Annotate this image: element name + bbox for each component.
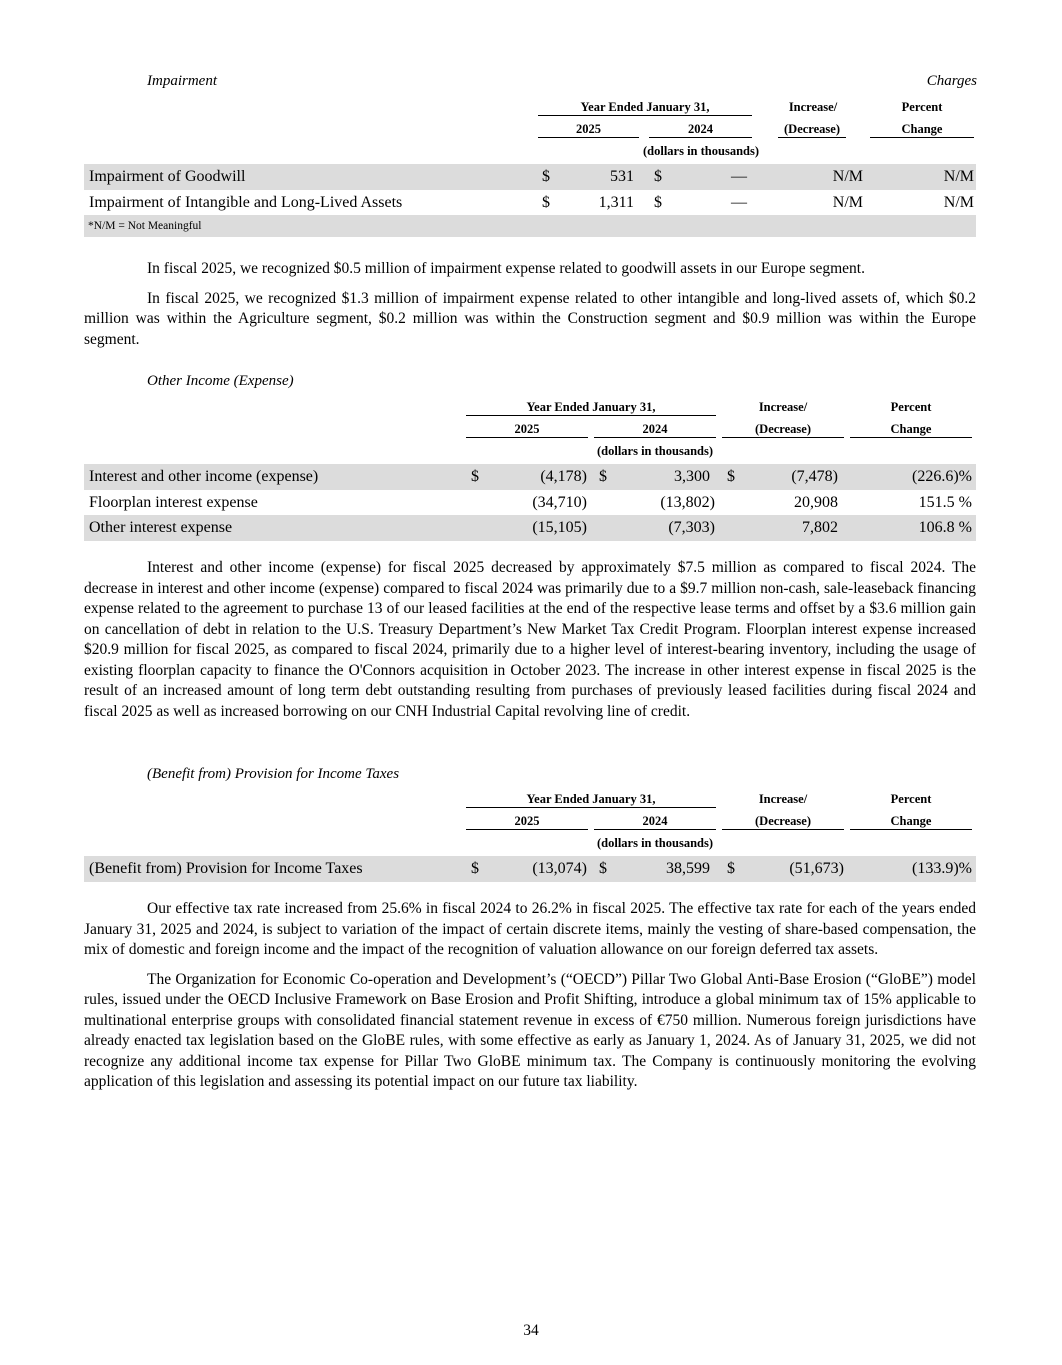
col-2025-header: 2025: [538, 122, 639, 138]
year-ended-header: Year Ended January 31,: [466, 792, 716, 808]
increase-value: (7,478): [791, 468, 838, 485]
dollar-sign: $: [471, 468, 479, 485]
row-label: (Benefit from) Provision for Income Taxes: [89, 860, 363, 877]
increase-value: (51,673): [789, 860, 844, 877]
table-row: [84, 490, 976, 516]
value-2024: (13,802): [660, 493, 715, 511]
value-2025: (34,710): [532, 493, 587, 511]
increase-value: 20,908: [794, 493, 838, 511]
percent-header: Percent: [901, 100, 943, 114]
other-income-table: [84, 398, 976, 541]
table-row: [84, 464, 976, 490]
percent-value: (226.6)%: [912, 468, 972, 485]
units-header: (dollars in thousands): [642, 144, 759, 158]
percent-value: (133.9)%: [912, 860, 972, 877]
dollar-sign: $: [599, 860, 607, 877]
paragraph-interest: Interest and other income (expense) for fiscal 2025 decreased by approximately $7.5 million as compared to fiscal 2024. The decrease in interest and other income (expense) compared to fiscal 2024 was primarily due to a $9.7 million non-cash, sale-leaseback financing expense related to the agreement to purchase 13 of our leased facilities at the end of the respective lease terms and offset by a $3.6 million gain on cancellation of debt in relation to the U.S. Treasury Department’s New Market Tax Credit Program. Floorplan interest expense increased $20.9 million for fiscal 2025, as compared to fiscal 2024, primarily due to a higher level of interest-bearing inventory, including the usage of existing floorplan capacity to finance the O'Connors acquisition in October 2023. The increase in other interest expense in fiscal 2025 is the result of an increased amount of long term debt outstanding resulting from purchases of previously leased facilities during fiscal 2024 and fiscal 2025 as well as increased borrowing on our CNH Industrial Capital revolving line of credit.: [84, 559, 976, 720]
value-2025: 531: [610, 168, 634, 185]
year-ended-header: Year Ended January 31,: [538, 100, 752, 116]
impairment-paragraphs: [84, 259, 976, 350]
year-ended-header: Year Ended January 31,: [466, 400, 716, 416]
dollar-sign: $: [727, 860, 735, 877]
increase-header: Increase/: [758, 792, 808, 806]
col-2024-header: 2024: [594, 814, 716, 830]
table-header-row: [84, 98, 976, 120]
row-label: Other interest expense: [89, 519, 233, 536]
table-header-row: [84, 398, 976, 420]
value-2025: 1,311: [598, 193, 634, 211]
change-header: Change: [850, 814, 972, 830]
units-header: (dollars in thousands): [596, 836, 713, 850]
increase-value: 7,802: [802, 519, 838, 536]
tax-paragraphs: [84, 899, 976, 1093]
value-2024: (7,303): [668, 519, 715, 536]
table-footnote: [84, 215, 976, 237]
taxes-heading: (Benefit from) Provision for Income Taxes: [147, 766, 400, 782]
percent-value: N/M: [943, 168, 974, 185]
table-row: [84, 190, 976, 216]
decrease-header: (Decrease): [778, 122, 846, 138]
paragraph-pillar-two: The Organization for Economic Co-operation and Development’s (“OECD”) Pillar Two Global Anti-Base Erosion (“GloBE”) model rules, issued under the OECD Inclusive Framework on Base Erosion and Profit Shifting, introduce a global minimum tax of 15% applicable to multinational enterprise groups with consolidated financial statement revenue in excess of €750 million. Numerous foreign jurisdictions have already enacted tax legislation based on the GloBE rules, with some effective as early as January 1, 2024. As of January 31, 2025, we did not recognize any additional income tax expense for Pillar Two GloBE minimum tax. The Company is continuously monitoring the evolving application of this legislation and assessing its potential impact on our future tax liability.: [84, 970, 976, 1090]
percent-value: 106.8 %: [918, 519, 972, 536]
table-header-row: [84, 120, 976, 142]
dollar-sign: $: [542, 193, 550, 211]
page-number: 34: [523, 1322, 539, 1339]
dollar-sign: $: [654, 193, 662, 211]
row-label: Impairment of Intangible and Long-Lived Assets: [89, 193, 403, 211]
impairment-heading-left: Impairment: [147, 73, 217, 89]
col-2024-header: 2024: [649, 122, 752, 138]
percent-header: Percent: [890, 792, 932, 806]
value-2025: (4,178): [540, 468, 587, 485]
interest-paragraph: [84, 558, 976, 722]
table-row: [84, 515, 976, 541]
col-2024-header: 2024: [594, 422, 716, 438]
col-2025-header: 2025: [466, 814, 588, 830]
table-row: [84, 164, 976, 190]
value-2024: —: [731, 193, 747, 211]
value-2024: 3,300: [674, 468, 710, 485]
increase-header: Increase/: [788, 100, 838, 114]
dollar-sign: $: [471, 860, 479, 877]
change-header: Change: [850, 422, 972, 438]
increase-value: N/M: [832, 168, 863, 185]
paragraph-intangible: In fiscal 2025, we recognized $1.3 million of impairment expense related to other intangible and long-lived assets of, which $0.2 million was within the Agriculture segment, $0.2 million was within the Construction segment and $0.9 million was within the Europe segment.: [84, 289, 976, 348]
col-2025-header: 2025: [466, 422, 588, 438]
change-header: Change: [870, 122, 974, 138]
table-row: [84, 856, 976, 882]
impairment-table: [84, 98, 976, 237]
taxes-table: [84, 790, 976, 882]
row-label: Floorplan interest expense: [89, 493, 258, 511]
row-label: Interest and other income (expense): [89, 468, 319, 485]
decrease-header: (Decrease): [722, 814, 844, 830]
table-header-row: [84, 420, 976, 442]
value-2024: 38,599: [666, 860, 710, 877]
percent-value: 151.5 %: [918, 493, 972, 511]
footnote-text: *N/M = Not Meaningful: [88, 220, 202, 232]
decrease-header: (Decrease): [722, 422, 844, 438]
paragraph-goodwill: In fiscal 2025, we recognized $0.5 million of impairment expense related to goodwill assets in our Europe segment.: [147, 260, 865, 277]
table-header-row: [84, 442, 976, 464]
paragraph-effective-tax: Our effective tax rate increased from 25.6% in fiscal 2024 to 26.2% in fiscal 2025. The effective tax rate for each of the years ended January 31, 2025 and 2024, is subject to variation of the impact of certain discrete items, mainly the vesting of share-based compensation, the mix of domestic and foreign income and the impact of the recognition of valuation allowance on our foreign deferred tax assets.: [84, 900, 976, 958]
value-2025: (13,074): [532, 860, 587, 877]
table-header-row: [84, 142, 976, 164]
percent-value: N/M: [943, 193, 974, 211]
impairment-heading-right: Charges: [926, 73, 977, 89]
dollar-sign: $: [542, 168, 550, 185]
table-header-row: [84, 834, 976, 856]
increase-header: Increase/: [758, 400, 808, 414]
percent-header: Percent: [890, 400, 932, 414]
units-header: (dollars in thousands): [596, 444, 713, 458]
dollar-sign: $: [599, 468, 607, 485]
table-header-row: [84, 812, 976, 834]
increase-value: N/M: [832, 193, 863, 211]
value-2024: —: [731, 168, 747, 185]
dollar-sign: $: [727, 468, 735, 485]
dollar-sign: $: [654, 168, 662, 185]
row-label: Impairment of Goodwill: [89, 168, 246, 185]
value-2025: (15,105): [532, 519, 587, 536]
table-header-row: [84, 790, 976, 812]
other-income-heading: Other Income (Expense): [147, 373, 294, 389]
